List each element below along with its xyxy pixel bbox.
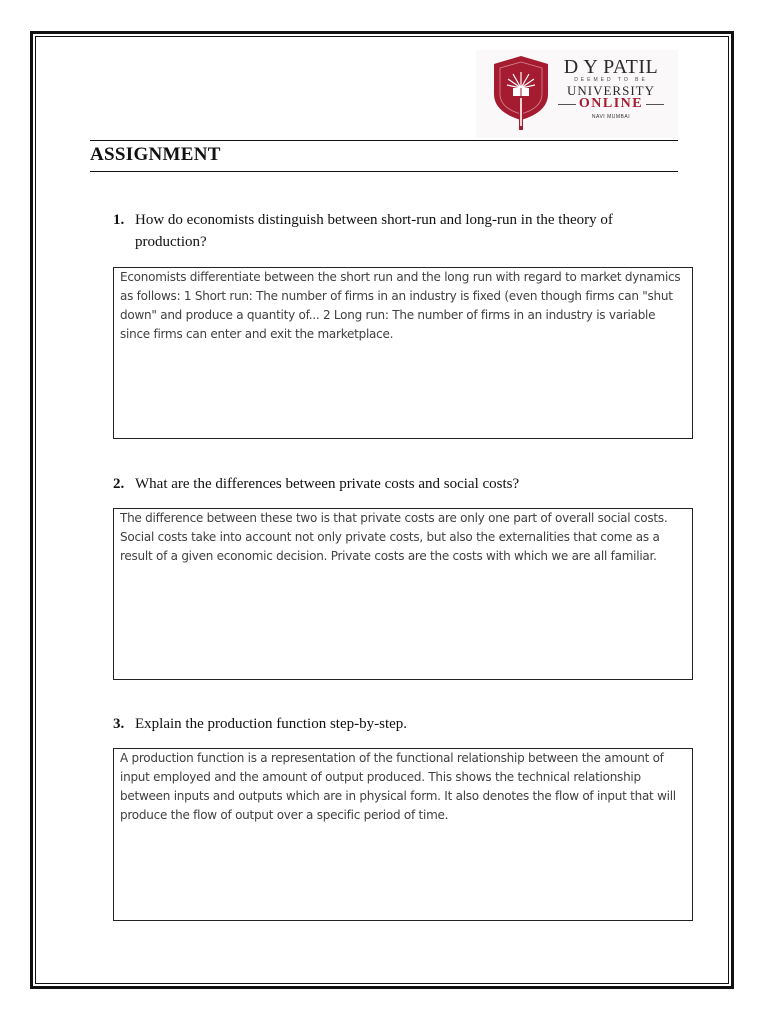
question-number: 2. — [113, 476, 125, 492]
crest-icon — [490, 54, 552, 134]
question-number: 1. — [113, 212, 125, 228]
logo-city: NAVI MUMBAI — [591, 114, 631, 120]
title-rule-top — [90, 140, 678, 141]
question-text: How do economists distinguish between short-run and long-run in the theory of production? — [135, 212, 613, 250]
logo-rule-right — [646, 104, 664, 105]
question-number: 3. — [113, 716, 125, 732]
question-text: Explain the production function step-by-step. — [135, 716, 408, 732]
question-2 — [113, 473, 683, 495]
answer-text: Economists differentiate between the short run and the long run with regard to market dynamics as follows: 1 Short run: The number of firms in an industry is fixed (even though firms can "shut down" and produce a quantity of... 2 Long run: The number of firms in an industry is variable since firms can enter and exit the marketplace. — [120, 270, 681, 341]
answer-box-2 — [113, 508, 693, 680]
answer-text: A production function is a representation of the functional relationship between the amount of input employed and the amount of output produced. This shows the technical relationship between inputs and outputs which are in physical form. It also denotes the flow of input that will produce the flow of output over a specific period of time. — [120, 751, 676, 822]
logo-deemed: DEEMED TO BE — [574, 77, 648, 83]
title-rule-bottom — [90, 171, 678, 172]
logo-university: UNIVERSITY — [567, 83, 655, 98]
answer-box-3 — [113, 748, 693, 921]
answer-box-1 — [113, 267, 693, 439]
logo-online: ONLINE — [578, 96, 644, 111]
question-text: What are the differences between private costs and social costs? — [135, 476, 520, 492]
logo-name: D Y PATIL — [563, 56, 659, 78]
university-logo — [476, 50, 678, 138]
logo-online-row — [556, 96, 666, 112]
page-title: ASSIGNMENT — [90, 144, 221, 165]
question-1 — [113, 209, 683, 253]
question-3 — [113, 713, 683, 735]
answer-text: The difference between these two is that private costs are only one part of overall social costs. Social costs take into account not only private costs, but also the externalities that come as a result of a given economic decision. Private costs are the costs with which we are all familiar. — [120, 511, 668, 563]
